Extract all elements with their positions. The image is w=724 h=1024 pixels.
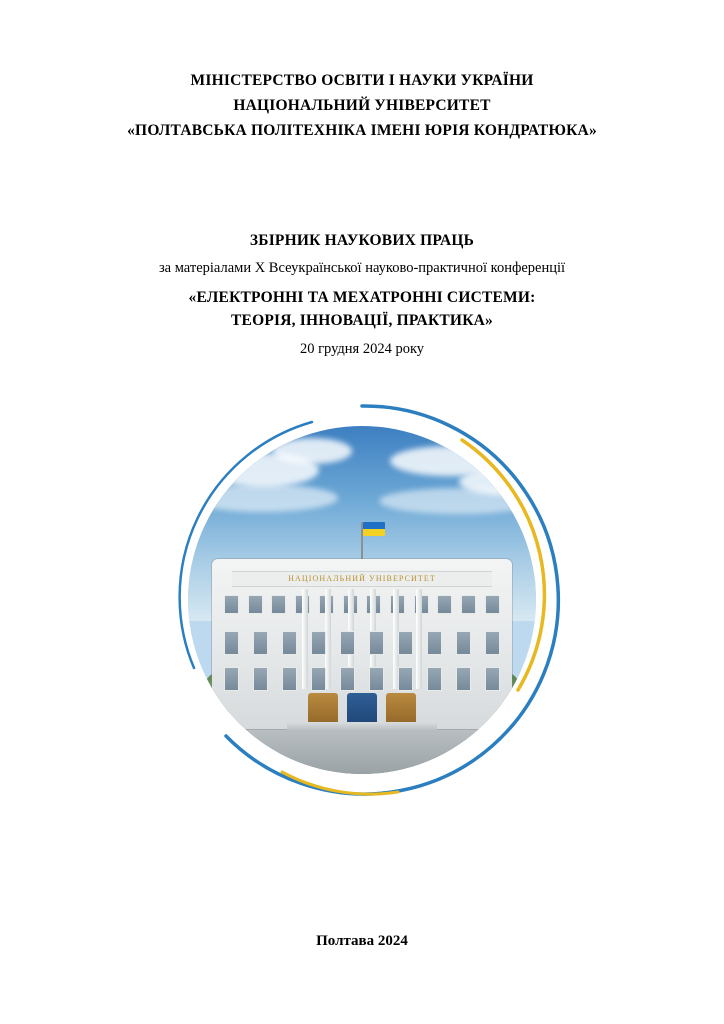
window — [485, 631, 500, 655]
window — [461, 595, 476, 614]
ministry-line-2: НАЦІОНАЛЬНИЙ УНІВЕРСИТЕТ — [233, 97, 491, 115]
window — [311, 631, 326, 655]
window — [427, 667, 442, 691]
window — [224, 667, 239, 691]
window — [340, 631, 355, 655]
plaza — [188, 729, 536, 774]
conference-subtitle: за матеріалами X Всеукраїнської науково-практичної конференції — [158, 260, 566, 277]
window — [427, 631, 442, 655]
window — [282, 631, 297, 655]
building-sign: НАЦІОНАЛЬНИЙ УНІВЕРСИТЕТ — [232, 571, 492, 587]
window — [224, 595, 239, 614]
window — [271, 595, 286, 614]
window — [398, 631, 413, 655]
cloud — [379, 488, 536, 514]
window — [253, 667, 268, 691]
window — [248, 595, 263, 614]
ministry-header — [127, 68, 597, 143]
university-building — [212, 559, 512, 729]
emblem — [162, 400, 562, 800]
place-year: Полтава 2024 — [316, 933, 408, 949]
window — [369, 667, 384, 691]
collection-title: ЗБІРНИК НАУКОВИХ ПРАЦЬ — [249, 232, 475, 250]
window — [437, 595, 452, 614]
entrance-steps — [287, 722, 437, 732]
cloud — [272, 438, 352, 464]
window — [398, 667, 413, 691]
window — [369, 631, 384, 655]
cloud — [188, 484, 338, 512]
ministry-line-1: МІНІСТЕРСТВО ОСВІТИ І НАУКИ УКРАЇНИ — [190, 72, 534, 89]
ministry-line-3: «ПОЛТАВСЬКА ПОЛІТЕХНІКА ІМЕНІ ЮРІЯ КОНДРАТЮКА» — [127, 122, 597, 140]
window — [224, 631, 239, 655]
window — [485, 595, 500, 614]
conference-name-line-1: «ЕЛЕКТРОННІ ТА МЕХАТРОННІ СИСТЕМИ: — [188, 288, 536, 306]
conference-date: 20 грудня 2024 року — [299, 341, 425, 358]
conference-name-line-2: ТЕОРІЯ, ІННОВАЦІЇ, ПРАКТИКА» — [231, 311, 493, 329]
window — [340, 667, 355, 691]
ukraine-flag-icon — [363, 522, 385, 536]
window — [456, 631, 471, 655]
window — [253, 631, 268, 655]
window — [282, 667, 297, 691]
window-row — [224, 667, 500, 691]
window-row — [224, 631, 500, 655]
window — [311, 667, 326, 691]
conference-block — [159, 229, 565, 358]
window — [456, 667, 471, 691]
building-photo — [188, 426, 536, 774]
window — [485, 667, 500, 691]
